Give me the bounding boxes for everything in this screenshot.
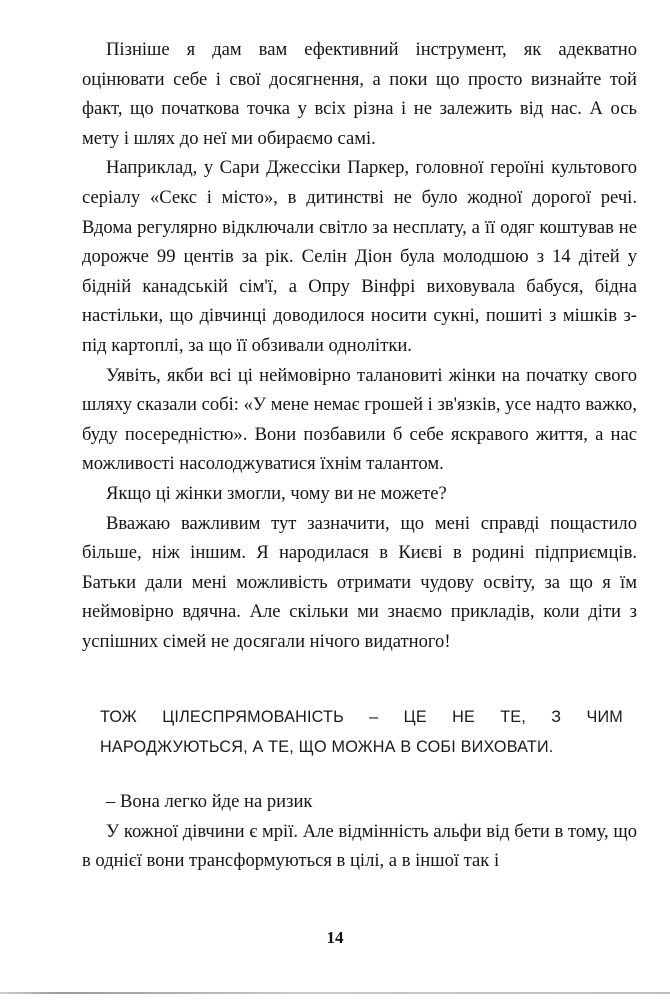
paragraph: Уявіть, якби всі ці неймовірно талановиті жінки на початку свого шляху сказали собі: «У мене немає грошей і зв'язків, усе надто важко, буду посередністю». Вони позбавили б себе яскравого життя, а нас можливості насолоджуватися їхнім талантом. xyxy=(82,364,637,475)
page-number: 14 xyxy=(326,928,344,947)
scan-edge-divider xyxy=(0,992,670,994)
paragraph: У кожної дівчини є мрії. Але відмінність альфи від бети в тому, що в однієї вони трансформуються в цілі, а в іншої так і xyxy=(82,820,637,872)
body-text-top xyxy=(82,35,637,656)
callout-quote: ТОЖ ЦІЛЕСПРЯМОВАНІСТЬ – ЦЕ НЕ ТЕ, З ЧИМ НАРОДЖУЮТЬСЯ, А ТЕ, ЩО МОЖНА В СОБІ ВИХОВАТИ. xyxy=(100,708,623,756)
paragraph: Наприклад, у Сари Джессіки Паркер, головної героїні культового серіалу «Секс і місто», в дитинстві не було жодної дорогої речі. Вдома регулярно відключали світло за несплату, а її одяг коштував не дорожче 99 центів за рік. Селін Діон була молодшою з 14 дітей у бідній канадській сім'ї, а Опру Вінфрі виховувала бабуся, бідна настільки, що дівчинці доводилося носити сукні, пошиті з мішків з-під картоплі, за що її обзивали однолітки. xyxy=(82,157,637,356)
dash-subheading: – Вона легко йде на ризик xyxy=(106,791,313,812)
paragraph: Пізніше я дам вам ефективний інструмент, як адекватно оцінювати себе і свої досягнення, а поки що просто визнайте той факт, що початкова точка у всіх різна і не залежить від нас. А ось мету і шлях до неї ми обираємо самі. xyxy=(82,39,637,149)
body-text-bottom xyxy=(82,787,637,876)
paragraph: Якщо ці жінки змогли, чому ви не можете? xyxy=(106,482,447,504)
paragraph: Вважаю важливим тут зазначити, що мені справді пощастило більше, ніж іншим. Я народилася в Києві в родині підприємців. Батьки дали мені можливість отримати чудову освіту, за що я їм неймовірно вдячна. Але скільки ми знаємо прикладів, коли діти з успішних сімей не досягали нічого видатного! xyxy=(82,512,637,652)
